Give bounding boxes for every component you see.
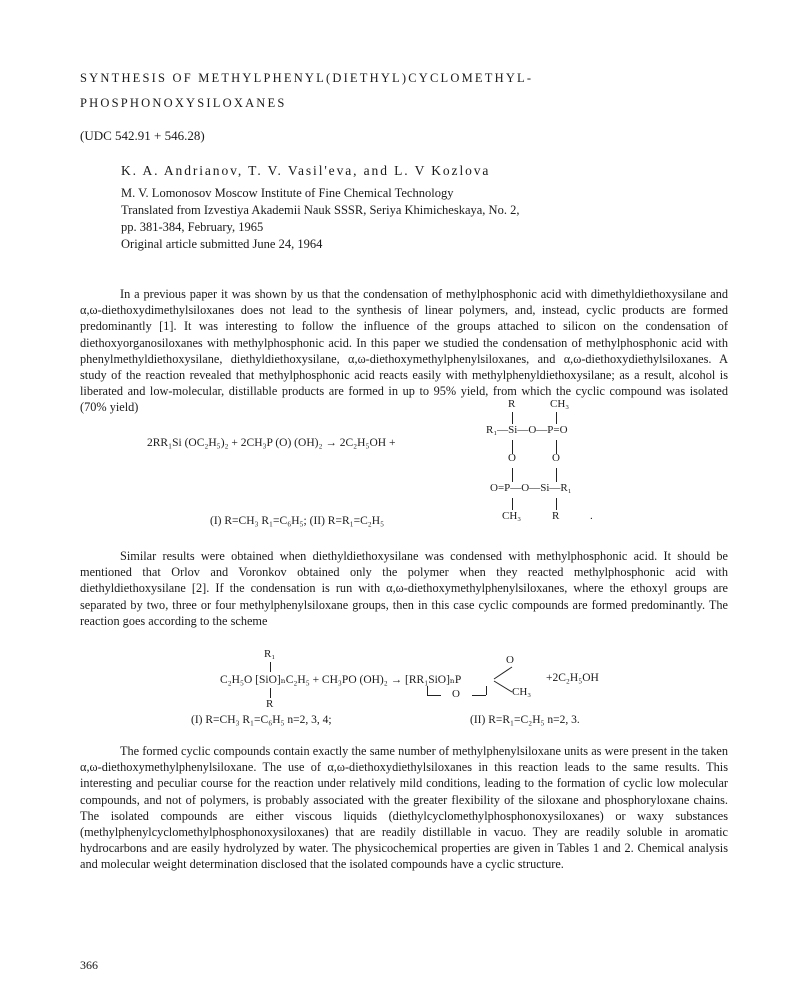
ring-row-1: R₁—Si—O—P=O — [486, 424, 568, 436]
scheme2-o-top: O — [506, 654, 514, 666]
ring-r-top: R — [508, 398, 516, 410]
paragraph-1-text: In a previous paper it was shown by us that the condensation of methylphosphonic acid with dimethyldiethoxysilane and α,ω-diethoxydimethylsiloxanes does not lead to the synthesis of linear polymers, and, instead, cyclic products are formed predominantly [1]. It was interesting to follow the influence of the groups attached to silicon on the condensation of diethoxyorganosiloxanes with methylphosphonic acid. In this paper we studied the condensation of methylphosphonic acid with phenylmethyldiethoxysilane, diethyldiethoxysilane, α,ω-diethoxymethylphenylsiloxanes, and α,ω-diethoxydiethylsiloxanes. A study of the reaction revealed that methylphosphonic acid reacts easily with methylphenyldiethoxysilane; as a result, alcohol is liberated and low-molecular, distillable products are formed in up to 95% yield, from which the cyclic compound was isolated (70% yield) — [80, 287, 728, 415]
scheme2-o-loop: O — [452, 688, 460, 700]
ring-dot: . — [590, 510, 593, 522]
paragraph-2-text: Similar results were obtained when diethyldiethoxysilane was condensed with methylphosphonic acid. It should be mentioned that Orlov and Voronkov obtained only the polymer when they reacted methylphosphonic acid with diethyldiethoxysilane [2]. If the condensation is run with α,ω-diethoxymethylphenylsiloxanes, where the ethoxyl groups are separated by two, three or four methylphenylsiloxane groups, then in this case cyclic compounds are formed predominantly. The reaction goes according to the scheme — [80, 549, 728, 628]
scheme2-r-below: R — [266, 698, 274, 710]
submission-date: Original article submitted June 24, 1964 — [121, 237, 323, 251]
scheme2-conditions-left: (I) R=CH₃ R₁=C₆H₅ n=2, 3, 4; — [191, 714, 332, 726]
article-title-line-2: PHOSPHONOXYSILOXANES — [80, 96, 287, 110]
scheme1-equation: 2RR₁Si (OC₂H₅)₂ + 2CH₃P (O) (OH)₂ → 2C₂H₅OH + — [147, 437, 396, 449]
scheme2-ch3: CH₃ — [512, 686, 532, 698]
scheme2-r1-top: R₁ — [264, 648, 276, 660]
ring-ch3-bottom: CH₃ — [502, 510, 522, 522]
ring-ch3-top: CH₃ — [550, 398, 570, 410]
scheme2-equation — [200, 648, 620, 718]
page-range-date: pp. 381-384, February, 1965 — [121, 220, 264, 234]
paragraph-2 — [80, 548, 728, 629]
scheme2-main: C₂H₅O [SiO]ₙC₂H₅ + CH₃PO (OH)₂ → [RR₁SiO]ₙP — [220, 674, 462, 686]
affiliation: M. V. Lomonosov Moscow Institute of Fine Chemical Technology — [121, 186, 454, 200]
scheme1-ring-structure — [486, 398, 606, 538]
udc-code: (UDC 542.91 + 546.28) — [80, 128, 205, 143]
paragraph-1 — [80, 286, 728, 416]
ring-o-left: O — [508, 452, 516, 464]
scheme2-product: +2C₂H₅OH — [546, 672, 599, 684]
ring-row-2: O=P—O—Si—R₁ — [490, 482, 572, 494]
paragraph-3 — [80, 743, 728, 873]
paragraph-3-text: The formed cyclic compounds contain exactly the same number of methylphenylsiloxane units as were present in the taken α,ω-diethoxymethylphenylsiloxane. The use of α,ω-diethoxydiethylsiloxanes in this reaction leads to the same results. This interesting and peculiar course for the reaction under relatively mild conditions, leading to the formation of cyclic low molecular compounds, and not of polymers, is probably associated with the greater flexibility of the siloxane and phosphoryloxane chains. The isolated compounds are either viscous liquids (diethylcyclomethylphosphonoxysiloxanes) or waxy substances (methylphenylcyclomethylphosphonoxysiloxanes) that are readily distillable in vacuo. They are readily soluble in aromatic hydrocarbons and are easily hydrolyzed by water. The physicochemical properties are given in Tables 1 and 2. Chemical analysis and molecular weight determination disclosed that the isolated compounds have a cyclic structure. — [80, 744, 728, 872]
ring-o-right: O — [552, 452, 560, 464]
translation-source: Translated from Izvestiya Akademii Nauk SSSR, Seriya Khimicheskaya, No. 2, — [121, 203, 520, 217]
authors: K. A. Andrianov, T. V. Vasil'eva, and L. V Kozlova — [121, 163, 491, 178]
scheme1-conditions: (I) R=CH₃ R₁=C₆H₅; (II) R=R₁=C₂H₅ — [210, 515, 385, 527]
scheme2-conditions-right: (II) R=R₁=C₂H₅ n=2, 3. — [470, 714, 580, 726]
page-number: 366 — [80, 958, 98, 972]
ring-r-bottom: R — [552, 510, 560, 522]
article-title-line-1: SYNTHESIS OF METHYLPHENYL(DIETHYL)CYCLOMETHYL- — [80, 71, 534, 85]
